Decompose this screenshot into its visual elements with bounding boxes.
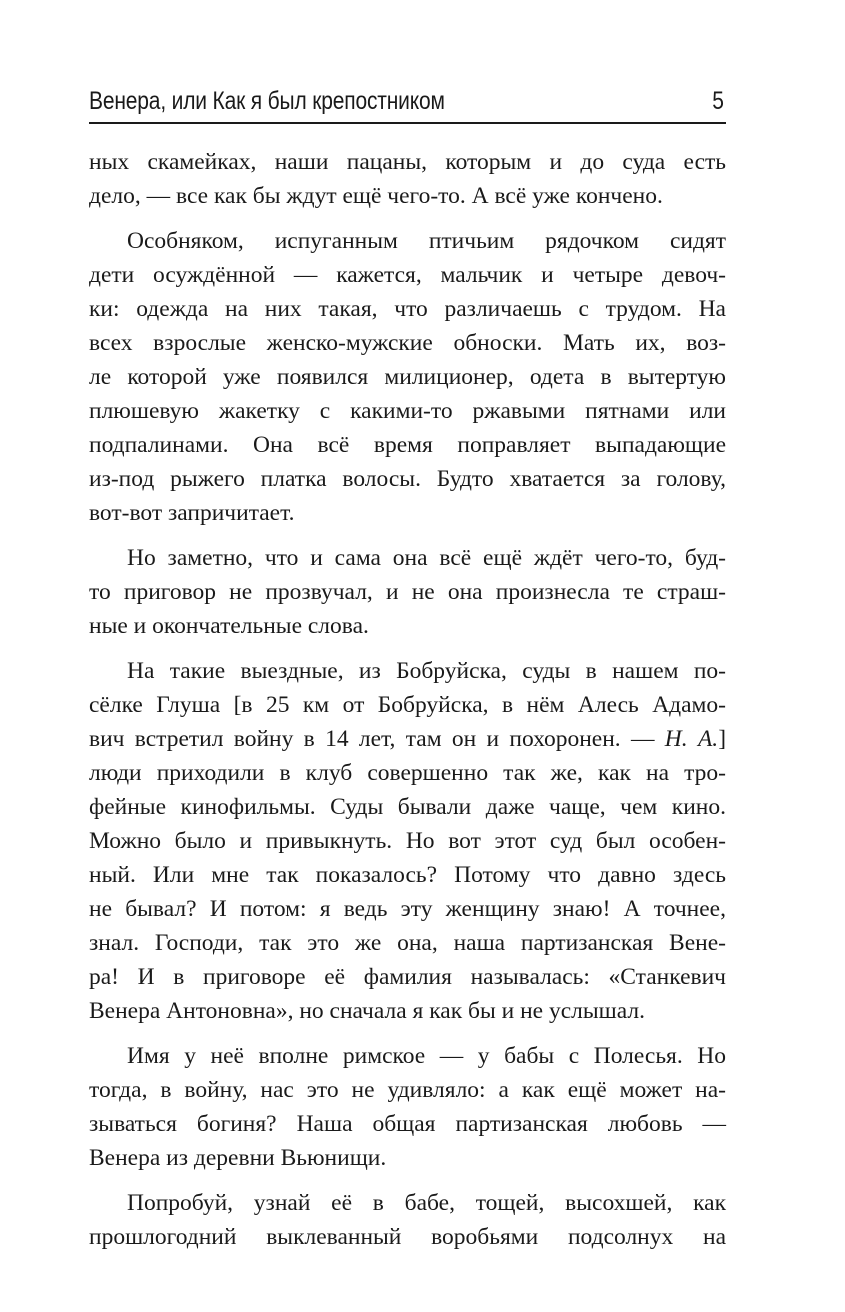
text-line: ные и окончательные слова. xyxy=(89,613,369,639)
text-segment: вич встретил войну в 14 лет, там он и похоронен. — xyxy=(89,726,655,752)
text-line: ле которой уже появился милиционер, одета в вытертую xyxy=(89,364,726,390)
running-head-title: Венера, или Как я был крепостником xyxy=(89,87,445,115)
text-line: Венера Антоновна», но сначала я как бы и не услышал. xyxy=(89,998,645,1024)
text-line: ра! И в приговоре её фамилия называлась: «Станкевич xyxy=(89,964,726,990)
text-body xyxy=(89,145,726,1254)
author-initials: Н. А. xyxy=(664,726,719,752)
text-line: Можно было и привыкнуть. Но вот этот суд был особен- xyxy=(89,828,726,854)
paragraph xyxy=(89,224,726,530)
text-line: дело, — все как бы ждут ещё чего-то. А всё уже кончено. xyxy=(89,183,663,209)
text-line: Особняком, испуганным птичьим рядочком сидят xyxy=(127,228,726,254)
text-line: люди приходили в клуб совершенно так же, как на тро- xyxy=(89,760,726,786)
text-line: знал. Господи, так это же она, наша партизанская Вене- xyxy=(89,930,726,956)
text-line: тогда, в войну, нас это не удивляло: а как ещё может на- xyxy=(89,1077,726,1103)
text-line: ки: одежда на них такая, что различаешь с трудом. На xyxy=(89,296,726,322)
text-line: Попробуй, узнай её в бабе, тощей, высохшей, как xyxy=(127,1190,726,1216)
paragraph xyxy=(89,654,726,1028)
text-line: фейные кинофильмы. Суды бывали даже чаще, чем кино. xyxy=(89,794,726,820)
text-line: ный. Или мне так показалось? Потому что давно здесь xyxy=(89,862,726,888)
paragraph xyxy=(89,1039,726,1175)
text-line: ных скамейках, наши пацаны, которым и до суда есть xyxy=(89,149,726,175)
paragraph xyxy=(89,145,726,213)
text-line: Венера из деревни Вьюнищи. xyxy=(89,1145,387,1171)
text-line xyxy=(89,722,726,756)
text-line: не бывал? И потом: я ведь эту женщину знаю! А точнее, xyxy=(89,896,726,922)
text-line: из-под рыжего платка волосы. Будто хватается за голову, xyxy=(89,466,726,492)
text-line: сёлке Глуша [в 25 км от Бобруйска, в нём Алесь Адамо- xyxy=(89,692,726,718)
page-number: 5 xyxy=(712,87,724,115)
text-line: вот-вот запричитает. xyxy=(89,500,295,526)
text-line: Но заметно, что и сама она всё ещё ждёт чего-то, буд- xyxy=(127,545,726,571)
text-line: дети осуждённой — кажется, мальчик и четыре девоч- xyxy=(89,262,726,288)
text-line: то приговор не прозвучал, и не она произнесла те страш- xyxy=(89,579,726,605)
text-line: плюшевую жакетку с какими-то ржавыми пятнами или xyxy=(89,398,726,424)
closing-bracket: ] xyxy=(718,726,727,752)
text-line: На такие выездные, из Бобруйска, суды в нашем по- xyxy=(127,658,726,684)
text-line: подпалинами. Она всё время поправляет выпадающие xyxy=(89,432,726,458)
text-line: Имя у неё вполне римское — у бабы с Полесья. Но xyxy=(127,1043,726,1069)
paragraph xyxy=(89,1186,726,1254)
text-line: прошлогодний выклеванный воробьями подсолнух на xyxy=(89,1224,726,1250)
paragraph xyxy=(89,541,726,643)
text-line: всех взрослые женско-мужские обноски. Мать их, воз- xyxy=(89,330,726,356)
running-head xyxy=(89,84,726,124)
text-line: зываться богиня? Наша общая партизанская любовь — xyxy=(89,1111,726,1137)
